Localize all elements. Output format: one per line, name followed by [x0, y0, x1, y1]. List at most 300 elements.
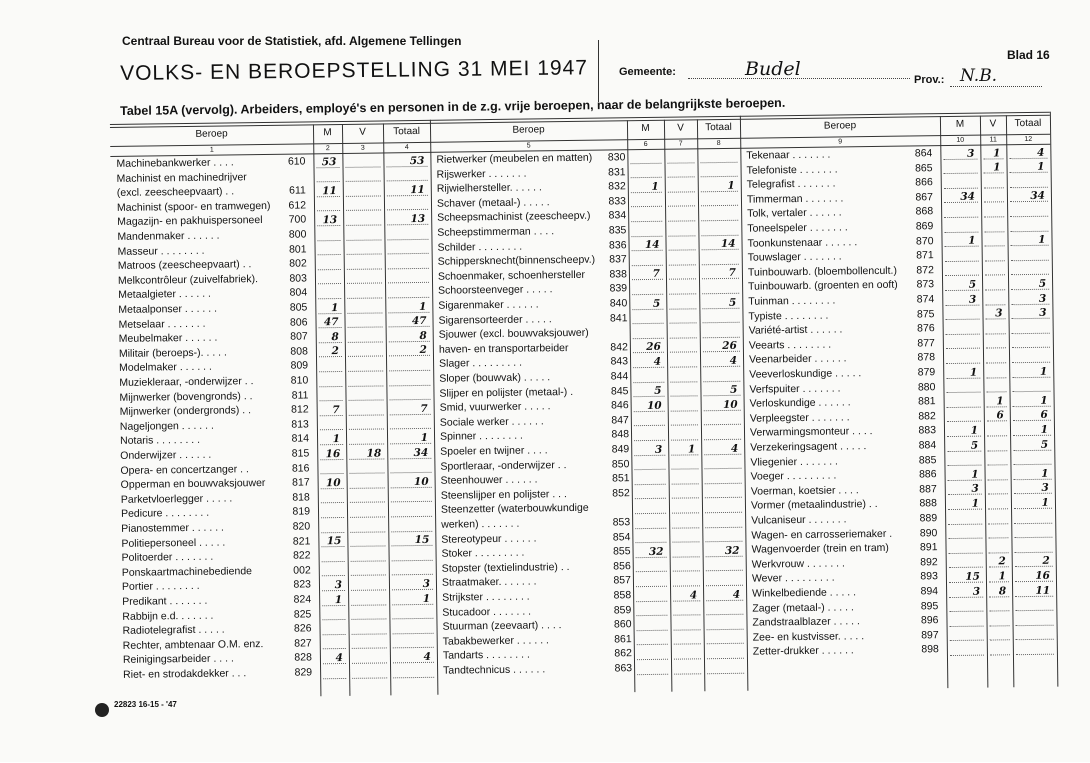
occupation-code: 881	[918, 395, 936, 408]
occupation-label: Reinigingsarbeider . . . .	[122, 652, 234, 667]
occupation-code: 839	[609, 282, 628, 295]
occupation-label: Schaver (metaal-) . . . . .	[436, 196, 550, 210]
occupation-label: Steenslijper en polijster . . .	[440, 487, 567, 502]
value-m: 1	[970, 424, 979, 437]
occupation-label: Sigarensorteerder . . . . .	[438, 312, 552, 327]
occupation-label: Modelmaker . . . . . .	[119, 361, 212, 375]
occupation-label: Metaalponser . . . . . .	[118, 302, 218, 316]
occupation-label: Steenhouwer . . . . . .	[440, 473, 538, 487]
occupation-code: 875	[916, 307, 935, 321]
value-v: 1	[687, 442, 696, 455]
occupation-code: 889	[919, 512, 938, 525]
occupation-label: Schilder . . . . . . . .	[437, 240, 523, 254]
occupation-label: Scheepstimmerman . . . .	[437, 225, 555, 239]
occupation-code: 882	[918, 410, 936, 423]
occupation-code: 888	[919, 497, 938, 510]
occupation-label: Zager (metaal-) . . . . .	[752, 600, 854, 615]
occupation-code: 837	[609, 253, 627, 266]
occupation-label: Steenzetter (waterbouwkundige	[440, 502, 589, 517]
occupation-label: Slijper en polijster (metaal-) .	[439, 385, 574, 400]
value-totaal: 3	[1038, 292, 1047, 305]
value-m: 47	[323, 316, 339, 329]
value-totaal: 1	[1041, 496, 1050, 509]
value-totaal: 1	[420, 431, 429, 444]
value-m: 3	[971, 482, 979, 496]
value-m: 5	[968, 278, 977, 291]
occupation-code: 611	[288, 184, 306, 197]
occupation-code: 803	[289, 272, 308, 285]
occupation-label: Zandstraalblazer . . . . .	[752, 615, 860, 629]
occupation-label: Metaalgieter . . . . . .	[118, 288, 212, 302]
occupation-label: Rijswerker . . . . . . .	[436, 167, 527, 181]
occupation-code: 815	[291, 447, 310, 460]
occupation-label: Voeger . . . . . . . . .	[750, 469, 837, 483]
table-row	[753, 642, 1057, 659]
occupation-code: 841	[609, 311, 628, 325]
occupation-label: Mijnwerker (bovengronds) . .	[119, 389, 253, 404]
occupation-code: 863	[614, 662, 633, 675]
column-header-m: M	[641, 122, 650, 135]
value-m: 4	[653, 355, 662, 368]
occupation-code: 847	[611, 414, 629, 427]
value-totaal: 4	[732, 588, 741, 601]
value-totaal: 2	[1042, 555, 1050, 568]
occupation-label: Verwarmingsmonteur . . . .	[749, 425, 873, 440]
occupation-label: Verpleegster . . . . . . .	[749, 411, 850, 425]
column-number: 8	[716, 140, 721, 148]
value-m: 5	[970, 439, 979, 452]
occupation-code: 826	[293, 622, 312, 635]
value-v: 4	[689, 588, 698, 601]
occupation-code: 834	[608, 209, 627, 222]
occupation-label: Toneelspeler . . . . . . .	[747, 221, 848, 235]
value-totaal: 1	[1041, 467, 1049, 480]
occupation-label: Pedicure . . . . . . . .	[120, 507, 210, 521]
value-totaal: 1	[422, 592, 431, 605]
value-m: 10	[325, 476, 341, 489]
column-header-totaal: Totaal	[393, 125, 420, 138]
value-totaal: 5	[728, 296, 737, 309]
occupation-label: Timmerman . . . . . . .	[746, 192, 844, 206]
value-m: 1	[971, 468, 979, 481]
occupation-code: 851	[611, 472, 630, 485]
value-totaal: 1	[727, 179, 735, 192]
occupation-code: 869	[915, 220, 934, 233]
occupation-code: 877	[917, 337, 935, 350]
occupation-code: 874	[916, 293, 935, 306]
occupation-label: Parketvloerlegger . . . . .	[120, 492, 233, 506]
occupation-code: 812	[291, 403, 309, 416]
value-m: 14	[644, 238, 660, 252]
value-m: 2	[331, 345, 339, 358]
occupation-code: 854	[612, 530, 631, 544]
occupation-code: 828	[294, 651, 313, 665]
occupation-code: 887	[919, 483, 937, 496]
occupation-label: Politoerder . . . . . . .	[121, 550, 214, 565]
value-m: 7	[332, 403, 340, 416]
occupation-code: 867	[915, 191, 934, 204]
value-m: 3	[334, 578, 343, 591]
occupation-label: Machinist (spoor- en tramwegen)	[116, 199, 271, 214]
value-totaal: 13	[410, 212, 426, 225]
column-header-v: V	[677, 122, 684, 134]
occupation-label: Schippersknecht(binnenscheepv.)	[437, 253, 596, 268]
occupation-code: 866	[915, 176, 933, 189]
occupation-label: haven- en transportarbeider	[438, 341, 569, 356]
occupation-code: 806	[289, 316, 308, 329]
value-m: 53	[321, 155, 337, 168]
value-m: 3	[654, 443, 663, 456]
occupation-code: 820	[292, 520, 311, 533]
value-m: 15	[965, 570, 980, 583]
occupation-code: 813	[291, 418, 309, 431]
occupation-code: 880	[917, 380, 936, 394]
occupation-code: 846	[611, 399, 629, 412]
value-totaal: 5	[1040, 438, 1049, 451]
occupation-code: 871	[916, 249, 934, 262]
occupation-code: 855	[612, 545, 631, 558]
value-m: 1	[968, 234, 976, 247]
occupation-code: 862	[614, 647, 632, 660]
occupation-label: Voerman, koetsier . . . .	[750, 484, 859, 498]
page-title: VOLKS- EN BEROEPSTELLING 31 MEI 1947	[120, 56, 589, 85]
occupation-code: 818	[292, 491, 310, 504]
occupation-code: 860	[613, 618, 632, 631]
value-m: 26	[646, 341, 661, 354]
value-totaal: 3	[422, 577, 431, 590]
occupation-label: Strijkster . . . . . . . .	[442, 590, 530, 604]
occupation-label: Pianostemmer . . . . . .	[121, 521, 224, 535]
value-totaal: 4	[423, 650, 432, 663]
occupation-label: Variété-artist . . . . . .	[748, 323, 843, 337]
column-number: 7	[678, 140, 683, 148]
occupation-label: Melkcontrôleur (zuivelfabriek).	[117, 272, 259, 287]
value-v: 3	[995, 307, 1003, 320]
occupation-label: Stereotypeur . . . . . .	[441, 532, 537, 546]
value-totaal: 1	[1039, 365, 1048, 378]
occupation-code: 612	[288, 199, 307, 212]
column-number: 2	[325, 145, 330, 153]
occupation-code: 807	[290, 330, 308, 343]
occupation-label: Rechter, ambtenaar O.M. enz.	[122, 637, 264, 652]
value-m: 7	[652, 268, 661, 281]
value-totaal: 1	[1040, 423, 1049, 436]
occupation-code: 845	[610, 384, 629, 398]
occupation-code: 891	[919, 541, 938, 554]
occupation-label: Tolk, vertaler . . . . . .	[747, 206, 842, 221]
value-m: 1	[971, 497, 980, 510]
occupation-label: Veearts . . . . . . . .	[748, 338, 832, 352]
value-m: 1	[332, 432, 341, 446]
occupation-label: Stopster (textielindustrie) . .	[441, 560, 570, 575]
occupation-code: 878	[917, 351, 936, 364]
occupation-label: Rietwerker (meubelen en matten)	[436, 151, 593, 166]
value-v: 1	[993, 161, 1001, 174]
table-row	[443, 661, 747, 678]
value-v: 1	[992, 146, 1001, 159]
occupation-label: Matroos (zeescheepvaart) . .	[117, 258, 252, 273]
occupation-label: Portier . . . . . . . .	[121, 580, 200, 594]
occupation-label: Radiotelegrafist . . . . .	[122, 623, 225, 638]
occupation-label: (excl. zeescheepvaart) . .	[116, 185, 235, 200]
gemeente-value: Budel	[745, 58, 801, 80]
value-totaal: 47	[411, 314, 427, 328]
value-v: 1	[996, 395, 1004, 408]
occupation-label: Machinebankwerker . . . .	[116, 156, 234, 170]
occupation-label: Onderwijzer . . . . . .	[120, 448, 212, 462]
occupation-label: Tabakbewerker . . . . . .	[442, 634, 550, 648]
prov-label: Prov.:	[914, 74, 945, 86]
occupation-code: 819	[292, 505, 311, 519]
occupation-label: Zee- en kustvisser. . . . .	[752, 629, 865, 644]
occupation-label: werken) . . . . . . .	[441, 517, 520, 531]
occupation-label: Tandtechnicus . . . . . .	[443, 663, 546, 677]
value-totaal: 7	[728, 267, 737, 280]
prov-value: N.B.	[960, 66, 998, 86]
occupation-code: 844	[610, 370, 629, 383]
occupation-code: 810	[290, 374, 309, 387]
value-v: 2	[998, 555, 1006, 568]
occupation-code: 801	[288, 243, 307, 256]
occupation-label: Tuinbouwarb. (groenten en ooft)	[748, 279, 898, 294]
value-m: 3	[966, 147, 975, 160]
value-v: 1	[998, 570, 1006, 583]
occupation-label: Sociale werker . . . . . .	[439, 415, 544, 429]
occupation-label: Ponskaartmachinebediende	[121, 564, 253, 579]
occupation-label: Verloskundige . . . . . .	[749, 396, 851, 410]
occupation-code: 898	[921, 643, 939, 656]
occupation-code: 824	[293, 593, 312, 606]
value-m: 32	[648, 545, 664, 558]
occupation-label: Schoenmaker, schoenhersteller	[437, 268, 586, 283]
value-totaal: 10	[413, 475, 429, 488]
occupation-label: Tandarts . . . . . . . .	[442, 648, 530, 663]
value-totaal: 6	[1040, 409, 1048, 422]
occupation-label: Veenarbeider . . . . . .	[748, 352, 847, 367]
occupation-label: Veeverloskundige . . . . .	[749, 367, 862, 381]
value-m: 1	[330, 301, 339, 314]
value-totaal: 1	[1037, 160, 1045, 173]
occupation-label: Scheepsmachinist (zeescheepv.)	[437, 210, 591, 225]
occupation-label: Wever . . . . . . . . .	[751, 571, 835, 586]
occupation-code: 893	[920, 570, 938, 583]
occupation-code: 817	[292, 476, 310, 489]
occupation-label: Tuinbouwarb. (bloembollencult.)	[747, 264, 898, 279]
occupation-code: 811	[291, 389, 309, 402]
value-m: 15	[326, 535, 342, 548]
occupation-code: 804	[289, 286, 308, 300]
occupation-code: 873	[916, 278, 935, 291]
value-totaal: 1	[1038, 233, 1046, 246]
occupation-code: 800	[288, 228, 307, 241]
occupation-label: Verfspuiter . . . . . . .	[749, 382, 841, 396]
value-totaal: 15	[414, 533, 430, 547]
occupation-label: Straatmaker. . . . . . .	[441, 575, 537, 590]
value-totaal: 2	[419, 344, 427, 357]
value-m: 4	[335, 651, 344, 664]
occupation-code: 823	[293, 578, 312, 592]
value-totaal: 34	[1030, 190, 1046, 203]
value-m: 34	[960, 190, 976, 204]
column-number: 10	[956, 136, 965, 144]
value-totaal: 16	[1035, 569, 1050, 582]
value-m: 1	[651, 180, 659, 193]
column-number: 3	[360, 144, 365, 152]
value-totaal: 5	[1038, 277, 1047, 290]
occupation-label: Sportleraar, -onderwijzer . .	[440, 458, 567, 473]
occupation-code: 833	[608, 195, 627, 208]
occupation-label: Smid, vuurwerker . . . . .	[439, 400, 551, 414]
occupation-label: Zetter-drukker . . . . . .	[752, 644, 854, 659]
occupation-label: Militair (beroeps-). . . . .	[118, 346, 227, 360]
column-header-beroep: Beroep	[512, 124, 545, 136]
occupation-label: Masseur . . . . . . . .	[117, 244, 205, 258]
column-header-beroep: Beroep	[823, 120, 857, 132]
value-totaal: 14	[720, 237, 736, 251]
occupation-label: Riet- en strodakdekker . . .	[123, 667, 247, 681]
value-totaal: 8	[419, 329, 427, 342]
column-number: 12	[1024, 135, 1033, 144]
column-number: 11	[989, 136, 997, 144]
occupation-code: 700	[288, 213, 307, 227]
occupation-label: Rijwielhersteller. . . . . .	[436, 181, 542, 195]
occupation-code: 876	[917, 322, 935, 335]
occupation-code: 864	[914, 147, 933, 160]
value-m: 3	[972, 585, 981, 598]
occupation-code: 002	[293, 564, 311, 577]
occupation-code: 870	[915, 234, 934, 248]
column-header-m: M	[323, 127, 332, 139]
occupation-label: Sloper (bouwvak) . . . . .	[439, 371, 551, 385]
occupation-code: 857	[613, 574, 632, 587]
occupation-label: Telegrafist . . . . . . .	[746, 177, 836, 191]
occupation-label: Sjouwer (excl. bouwvaksjouwer)	[438, 326, 589, 341]
column-number: 1	[209, 146, 214, 154]
occupation-code: 848	[611, 428, 630, 441]
occupation-code: 892	[920, 555, 938, 569]
column-number: 4	[404, 144, 409, 152]
occupation-code: 831	[607, 165, 626, 179]
column-header-totaal: Totaal	[705, 121, 732, 134]
occupation-label: Tekenaar . . . . . . .	[746, 148, 831, 162]
occupation-label: Stucadoor . . . . . . .	[442, 605, 532, 619]
occupation-code: 814	[291, 432, 310, 446]
occupation-code: 808	[290, 345, 308, 358]
occupation-code: 821	[292, 535, 311, 548]
occupation-label: Toonkunstenaar . . . . . .	[747, 235, 858, 250]
bureau-heading: Centraal Bureau voor de Statistiek, afd. Algemene Tellingen	[122, 34, 462, 48]
value-totaal: 5	[730, 383, 738, 396]
occupation-code: 816	[291, 462, 310, 475]
occupation-label: Winkelbediende . . . . .	[752, 586, 857, 600]
occupation-label: Politiepersoneel . . . . .	[121, 536, 226, 550]
column-header-v: V	[989, 118, 997, 130]
occupation-label: Stoker . . . . . . . . .	[441, 546, 525, 560]
occupation-label: Nageljongen . . . . . .	[119, 419, 214, 433]
occupation-label: Opera- en concertzanger . .	[120, 462, 249, 477]
occupation-code: 856	[613, 560, 631, 573]
occupation-label: Predikant . . . . . . .	[122, 594, 208, 608]
occupation-code: 809	[290, 359, 309, 373]
value-m: 13	[322, 213, 338, 227]
occupation-label: Werkvrouw . . . . . . .	[751, 557, 845, 571]
column-header-v: V	[359, 126, 366, 138]
occupation-code: 885	[918, 453, 937, 467]
value-totaal: 11	[1035, 584, 1051, 597]
occupation-code: 849	[611, 443, 630, 456]
occupation-code: 836	[608, 238, 627, 252]
occupation-code: 865	[914, 161, 933, 175]
occupation-label: Vliegenier . . . . . . .	[750, 455, 839, 469]
value-totaal: 34	[413, 446, 429, 459]
value-totaal: 53	[409, 154, 425, 167]
occupation-code: 827	[294, 637, 312, 650]
value-v: 8	[998, 584, 1007, 597]
occupation-code: 890	[919, 526, 938, 540]
occupation-label: Machinist en machinedrijver	[116, 170, 247, 185]
occupation-code: 842	[610, 341, 628, 354]
occupation-code: 843	[610, 355, 629, 368]
occupation-code: 832	[608, 180, 626, 193]
occupation-code: 802	[289, 257, 307, 270]
value-m: 16	[325, 447, 341, 460]
occupation-code: 825	[293, 608, 312, 621]
value-v: 6	[996, 409, 1004, 422]
value-m: 8	[331, 330, 339, 343]
occupation-label: Telefoniste . . . . . . .	[746, 163, 838, 177]
value-totaal: 1	[1040, 394, 1048, 407]
occupation-code: 868	[915, 205, 934, 218]
occupation-code: 897	[921, 628, 939, 642]
value-m: 11	[322, 184, 337, 197]
occupation-code: 829	[294, 666, 313, 679]
occupation-code: 840	[609, 297, 628, 310]
value-totaal: 4	[1036, 146, 1045, 159]
occupation-label: Notaris . . . . . . . .	[119, 434, 201, 448]
gemeente-label: Gemeente:	[619, 66, 676, 78]
occupation-label: Stuurman (zeevaart) . . . .	[442, 619, 562, 633]
occupation-code: 852	[612, 487, 630, 500]
occupation-label: Wagenvoerder (trein en tram)	[751, 542, 889, 556]
occupation-code: 883	[918, 424, 937, 437]
value-totaal: 11	[410, 183, 425, 196]
column-header-beroep: Beroep	[195, 128, 228, 140]
occupation-label: Meubelmaker . . . . . .	[118, 331, 218, 346]
occupation-label: Verzekeringsagent . . . . .	[750, 440, 867, 454]
occupation-code: 805	[289, 301, 308, 314]
value-m: 5	[652, 297, 661, 310]
occupation-label: Vulcaniseur . . . . . . .	[751, 513, 847, 527]
occupation-label: Schoorsteenveger . . . . .	[438, 283, 553, 298]
occupation-code: 872	[916, 264, 934, 277]
occupation-label: Sigarenmaker . . . . . .	[438, 298, 539, 312]
occupation-code: 886	[918, 468, 937, 481]
column-header-m: M	[955, 118, 965, 130]
value-totaal: 4	[729, 354, 738, 367]
occupation-label: Magazijn- en pakhuispersoneel	[117, 214, 263, 229]
print-code: 22823 16-15 - '47	[114, 700, 177, 709]
occupation-code: 853	[612, 516, 631, 529]
value-totaal: 32	[724, 544, 740, 557]
occupation-code: 879	[917, 366, 936, 379]
value-m: 1	[969, 366, 978, 379]
occupation-label: Typiste . . . . . . . .	[748, 309, 829, 323]
occupation-label: Opperman en bouwvaksjouwer	[120, 477, 266, 492]
value-totaal: 4	[730, 442, 739, 455]
value-m: 5	[654, 384, 662, 397]
occupation-label: Wagen- en carrosseriemaker .	[751, 527, 893, 542]
value-totaal: 3	[1039, 306, 1047, 319]
